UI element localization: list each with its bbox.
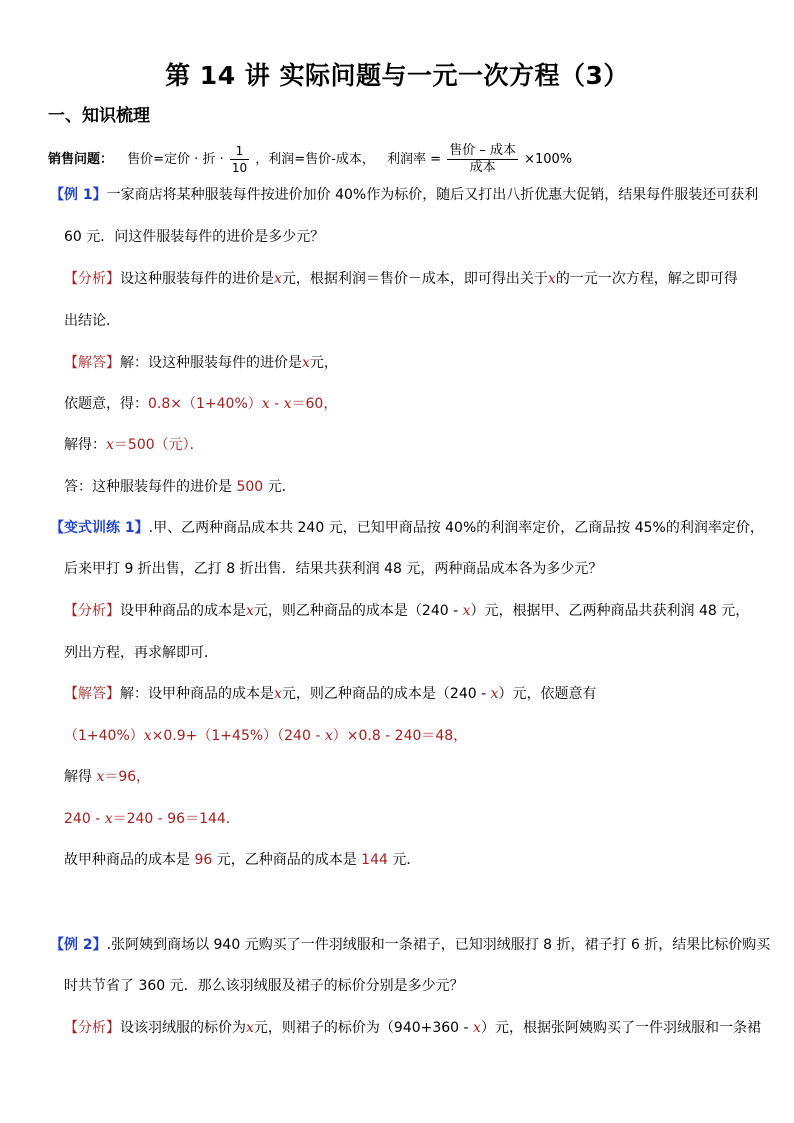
var-x: x: [96, 769, 105, 785]
ex1-question-line2: 60 元．问这件服装每件的进价是多少元？: [64, 229, 325, 245]
var-x: x: [104, 811, 113, 827]
var-x: x: [106, 437, 114, 453]
var1-solution-line4: [64, 809, 240, 829]
fraction-denominator: 10: [231, 161, 248, 175]
equation: ＝96，: [104, 769, 151, 785]
solution-tag: 【解答】: [64, 686, 120, 702]
ex1-analysis-line2: 出结论．: [64, 313, 120, 329]
var1-question-text: .甲、乙两种商品成本共 240 元，已知甲商品按 40%的利润率定价，乙商品按 45%的利润率定价，: [148, 520, 764, 536]
ex1-solution-line3: [64, 435, 204, 455]
equation: 0.8×（1+40%）: [148, 396, 262, 412]
formula-percent: ×100%: [524, 152, 573, 167]
equation: ＝60，: [291, 396, 338, 412]
fraction-numerator: 1: [230, 143, 249, 160]
var-x: x: [324, 728, 333, 744]
ex1-analysis-line1: [64, 269, 738, 289]
ex2-question-text: .张阿姨到商场以 940 元购买了一件羽绒服和一条裙子，已知羽绒服打 8 折，裙子打 6 折，结果比标价购买: [106, 937, 771, 953]
answer-value: 500: [232, 479, 268, 495]
fraction-profit-rate: [447, 143, 518, 176]
analysis-tag: 【分析】: [64, 603, 120, 619]
solution-tag: 【解答】: [64, 355, 120, 371]
analysis-tag: 【分析】: [64, 1020, 120, 1036]
text: 故甲种商品的成本是: [64, 852, 190, 868]
formula-profit: ，利润=售价-成本，: [255, 152, 375, 167]
text: 解：设甲种商品的成本是: [120, 686, 274, 702]
var-x: x: [302, 355, 310, 371]
text: 元，乙种商品的成本是: [216, 852, 357, 868]
var1-solution-line3: [64, 767, 150, 787]
equation: -: [269, 396, 284, 412]
var1-analysis-line2: 列出方程，再求解即可．: [64, 645, 218, 661]
answer-value: 144: [356, 852, 393, 868]
page-title: 第 14 讲 实际问题与一元一次方程（3）: [165, 61, 629, 90]
text: 元，则乙种商品的成本是（240 -: [253, 603, 463, 619]
text: 元．: [267, 479, 296, 495]
analysis-tag: 【分析】: [64, 271, 120, 287]
formula-price: 售价=定价 · 折 ·: [127, 152, 224, 167]
fraction-denominator: 成本: [469, 160, 496, 175]
ex1-tag: 【例 1】: [50, 187, 107, 203]
ex2-question-line1: [50, 935, 770, 955]
text: 设甲种商品的成本是: [120, 603, 246, 619]
text: 元．: [392, 852, 421, 868]
sales-label: 销售问题：: [48, 152, 114, 167]
var-x: x: [274, 686, 282, 702]
text: 元，根据利润＝售价－成本，即可得出关于: [281, 271, 548, 287]
fraction-one-tenth: [230, 143, 249, 176]
var-x: x: [462, 603, 471, 619]
var1-analysis-line1: [64, 601, 749, 621]
equation: （1+40%）: [64, 728, 144, 744]
text: 元，: [309, 355, 338, 371]
fraction-numerator: 售价 – 成本: [449, 143, 516, 158]
equation: ＝240 - 96＝144．: [112, 811, 240, 827]
text: ）元，根据甲、乙两种商品共获利润 48 元，: [470, 603, 750, 619]
text: 设该羽绒服的标价为: [120, 1020, 246, 1036]
var-x: x: [547, 271, 556, 287]
sales-formula-line: [48, 140, 572, 180]
equation: ×0.9+（1+45%）（240 -: [151, 728, 325, 744]
text: 元，则裙子的标价为（940+360 -: [253, 1020, 474, 1036]
var-x: x: [261, 396, 270, 412]
answer-value: 96: [190, 852, 217, 868]
var1-answer-line: [64, 850, 420, 870]
text: 元，则乙种商品的成本是（240 -: [281, 686, 491, 702]
var1-question-line1: [50, 518, 764, 538]
var-x: x: [143, 728, 152, 744]
var-x: x: [246, 603, 254, 619]
ex1-answer-line: [64, 477, 296, 497]
ex1-solution-line1: [64, 353, 338, 373]
var-x: x: [246, 1020, 254, 1036]
equation: ＝500（元）．: [113, 437, 204, 453]
text: 依题意，得：: [64, 396, 148, 412]
var-x: x: [283, 396, 292, 412]
var1-solution-line2: [64, 726, 467, 746]
text: 解得：: [64, 437, 106, 453]
ex2-analysis-line1: [64, 1018, 761, 1038]
ex1-question-text: 一家商店将某种服装每件按进价加价 40%作为标价，随后又打出八折优惠大促销，结果每件服装还可获利: [106, 187, 759, 203]
ex2-tag: 【例 2】: [50, 937, 107, 953]
equation: ）×0.8 - 240＝48，: [332, 728, 468, 744]
var1-question-line2: 后来甲打 9 折出售，乙打 8 折出售．结果共获利润 48 元，两种商品成本各为多少元？: [64, 561, 603, 577]
text: 解得: [64, 769, 92, 785]
text: 设这种服装每件的进价是: [120, 271, 274, 287]
text: 解：设这种服装每件的进价是: [120, 355, 302, 371]
text: 答：这种服装每件的进价是: [64, 479, 232, 495]
var-x: x: [473, 1020, 481, 1036]
var1-solution-line1: [64, 684, 597, 704]
var1-tag: 【变式训练 1】: [50, 520, 149, 536]
section-heading: 一、知识梳理: [48, 106, 150, 126]
ex1-question-line1: [50, 185, 758, 205]
var-x: x: [274, 271, 282, 287]
var-x: x: [490, 686, 499, 702]
text: ）元，依题意有: [498, 686, 597, 702]
ex2-question-line2: 时共节省了 360 元．那么该羽绒服及裙子的标价分别是多少元？: [64, 978, 464, 994]
ex1-solution-line2: [64, 394, 337, 414]
text: ）元，根据张阿姨购买了一件羽绒服和一条裙: [480, 1020, 761, 1036]
text: 的一元一次方程，解之即可得: [555, 271, 738, 287]
formula-profit-rate-label: 利润率 =: [387, 152, 442, 167]
equation: 240 -: [64, 811, 105, 827]
